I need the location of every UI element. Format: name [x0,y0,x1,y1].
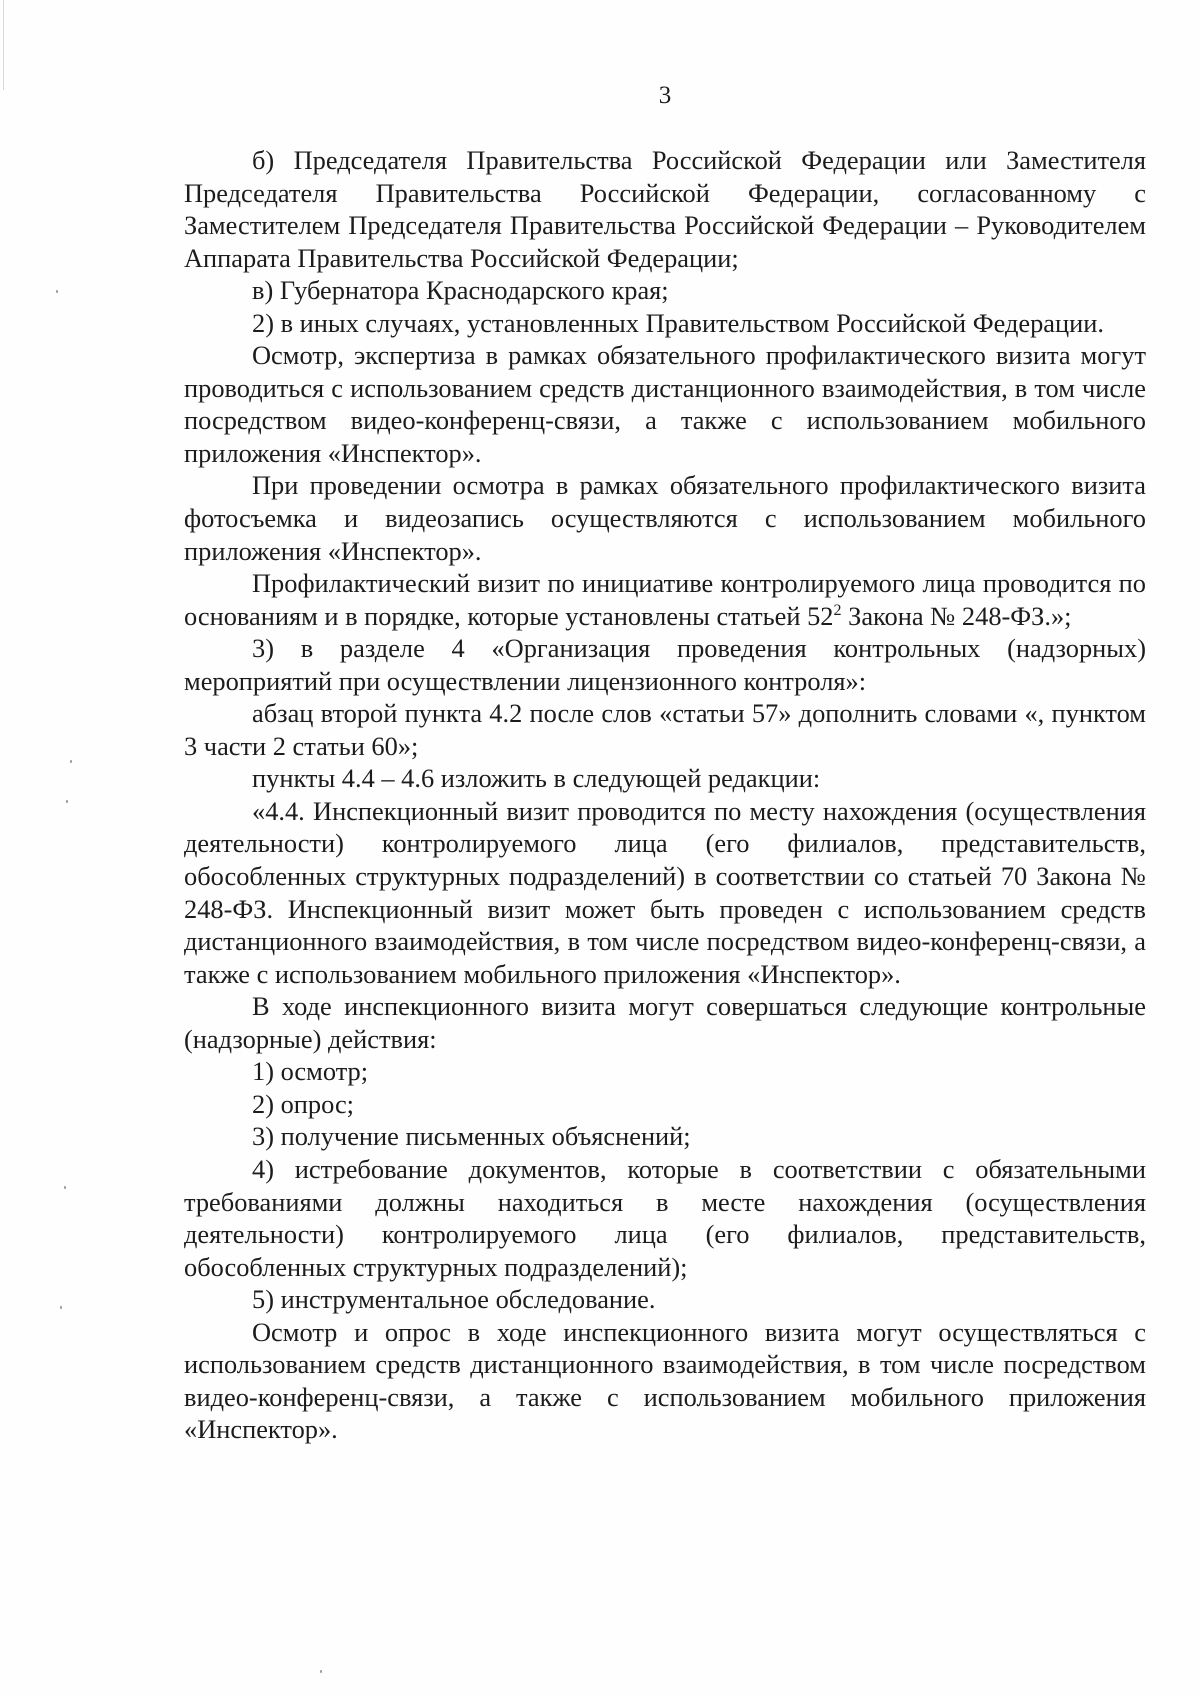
paragraph-section-4: 3) в разделе 4 «Организация проведения контрольных (надзорных) мероприятий при осуществлении лицензионного контроля»: [184,633,1146,696]
scan-speck [64,1186,66,1189]
paragraph-points-4-4-4-6: пункты 4.4 – 4.6 изложить в следующей редакции: [252,763,821,794]
document-body [184,144,1146,1446]
paragraph-point-4-4: «4.4. Инспекционный визит проводится по месту нахождения (осуществления деятельности) контролируемого лица (его филиалов, представительств, обособленных структурных подразделений) в соответствии со статьей 70 Закона № 248-ФЗ. Инспекционный визит может быть проведен с использованием средств дистанционного взаимодействия, в том числе посредством видео-конференц-связи, а также с использованием мобильного приложения «Инспектор». [184,795,1146,989]
list-item-document-request: 4) истребование документов, которые в соответствии с обязательными требованиями должны находиться в месте нахождения (осуществления деятельности) контролируемого лица (его филиалов, представительств, обособленных структурных подразделений); [184,1153,1146,1282]
scan-speck [56,290,58,293]
paragraph-point-4-2: абзац второй пункта 4.2 после слов «статьи 57» дополнить словами «, пунктом 3 части 2 статьи 60»; [184,698,1146,761]
scan-edge-mark [3,0,4,90]
scan-speck [60,1306,62,1309]
paragraph-subitem-v: в) Губернатора Краснодарского края; [252,275,669,306]
list-item-survey: 2) опрос; [252,1088,354,1119]
scan-speck [66,800,68,803]
paragraph-control-actions: В ходе инспекционного визита могут совершаться следующие контрольные (надзорные) действия: [184,991,1146,1054]
paragraph-preventive-visit-tail: Закона № 248-ФЗ.»; [841,600,1072,631]
paragraph-item-2: 2) в иных случаях, установленных Правительством Российской Федерации. [252,307,1104,338]
paragraph-subitem-b: б) Председателя Правительства Российской Федерации или Заместителя Председателя Правительства Российской Федерации, согласованному с Заместителем Председателя Правительства Российской Федерации – Руководителем Аппарата Правительства Российской Федерации; [184,145,1146,273]
paragraph-remote-inspection: Осмотр, экспертиза в рамках обязательного профилактического визита могут проводиться с использованием средств дистанционного взаимодействия, в том числе посредством видео-конференц-связи, а также с использованием мобильного приложения «Инспектор». [184,340,1146,468]
paragraph-photo-video: При проведении осмотра в рамках обязательного профилактического визита фотосъемка и видеозапись осуществляются с использованием мобильного приложения «Инспектор». [184,470,1146,566]
paragraph-remote-survey: Осмотр и опрос в ходе инспекционного визита могут осуществляться с использованием средств дистанционного взаимодействия, в том числе посредством видео-конференц-связи, а также с использованием мобильного приложения «Инспектор». [184,1316,1146,1445]
page-number: 3 [658,82,672,109]
paragraph-preventive-visit [184,567,1146,632]
paragraph-preventive-visit-text: Профилактический визит по инициативе контролируемого лица проводится по основаниям и в порядке, которые установлены статьей 52 [184,568,1146,631]
list-item-written-explanations: 3) получение письменных объяснений; [252,1121,691,1152]
list-item-inspection: 1) осмотр; [252,1056,369,1087]
article-superscript: 2 [833,601,842,619]
list-item-instrumental-examination: 5) инструментальное обследование. [252,1284,656,1315]
scan-speck [320,1670,322,1673]
scan-speck [70,760,72,763]
